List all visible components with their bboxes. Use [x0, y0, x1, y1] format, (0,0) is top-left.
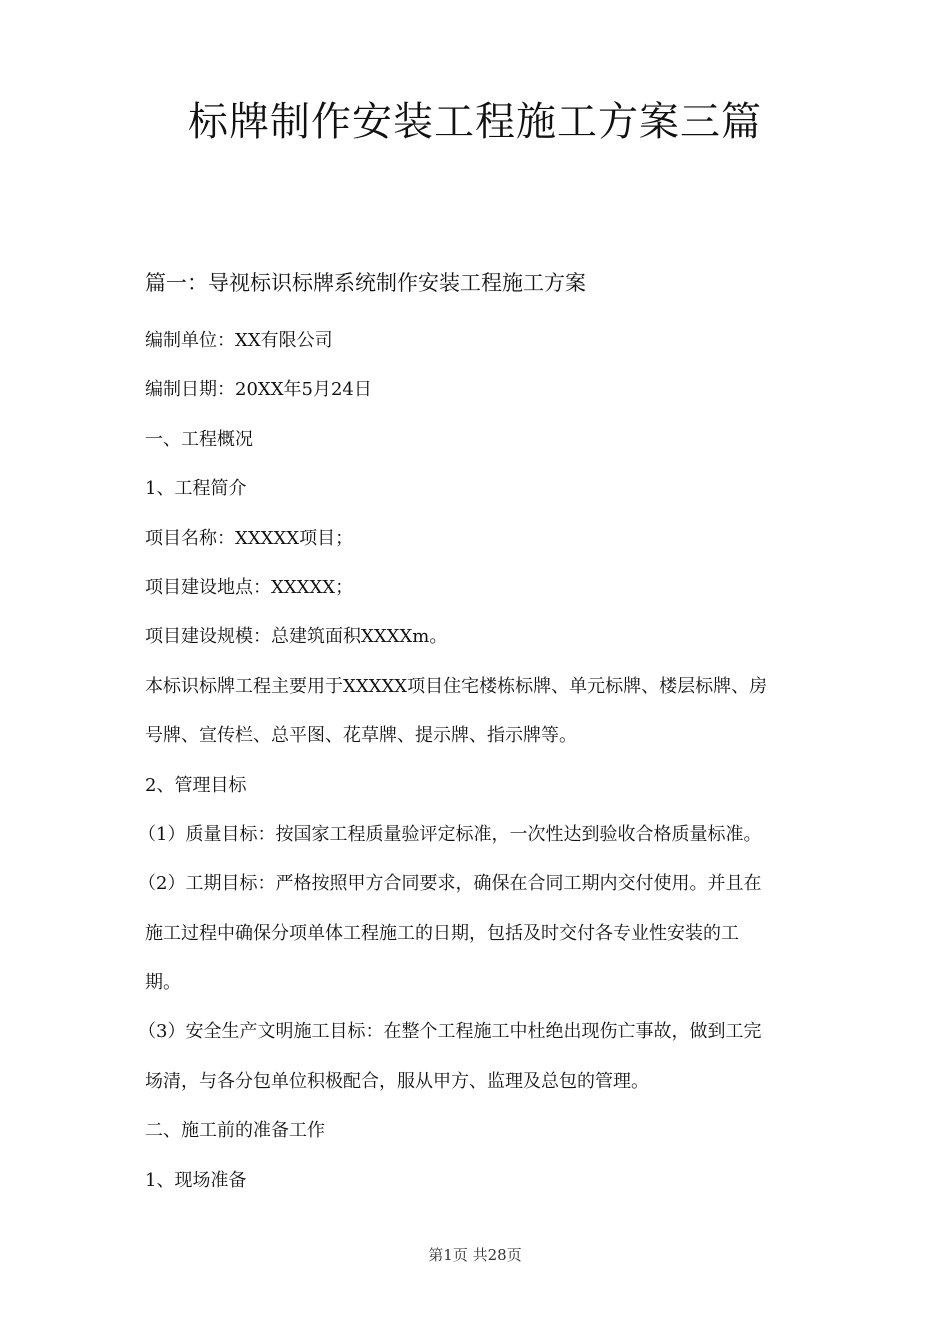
document-body	[138, 322, 810, 1211]
paragraph-line: 编制日期：20XX年5月24日	[145, 379, 372, 401]
paragraph-line: 2、管理目标	[145, 774, 247, 796]
paragraph-line: 1、现场准备	[145, 1169, 247, 1191]
paragraph-line: 一、工程概况	[145, 428, 253, 450]
paragraph-line: （1）质量目标：按国家工程质量验评定标准，一次性达到验收合格质量标准。	[138, 823, 762, 845]
paragraph-line: 本标识标牌工程主要用于XXXXX项目住宅楼栋标牌、单元标牌、楼层标牌、房	[145, 675, 768, 697]
paragraph-line: 号牌、宣传栏、总平图、花草牌、提示牌、指示牌等。	[145, 725, 577, 747]
paragraph-line: 编制单位：XX有限公司	[145, 330, 333, 351]
paragraph-line: 项目建设地点：XXXXX；	[145, 576, 354, 598]
paragraph-line: 项目名称：XXXXX项目；	[145, 527, 354, 549]
paragraph-line: 场清，与各分包单位积极配合，服从甲方、监理及总包的管理。	[145, 1070, 649, 1092]
paragraph-line: 二、施工前的准备工作	[145, 1120, 325, 1142]
paragraph-line: 1、工程简介	[145, 478, 247, 500]
paragraph-line: 施工过程中确保分项单体工程施工的日期，包括及时交付各专业性安装的工	[145, 922, 739, 944]
paragraph-line: （2）工期目标：严格按照甲方合同要求，确保在合同工期内交付使用。并且在	[138, 873, 762, 895]
paragraph-line: （3）安全生产文明施工目标：在整个工程施工中杜绝出现伤亡事故，做到工完	[138, 1021, 762, 1043]
paragraph-line: 项目建设规模：总建筑面积XXXXm。	[145, 626, 448, 648]
paragraph-line: 期。	[145, 972, 181, 994]
section-heading: 篇一：导视标识标牌系统制作安装工程施工方案	[145, 271, 586, 295]
page-footer: 第1页 共28页	[428, 1246, 522, 1264]
document-title: 标牌制作安装工程施工方案三篇	[188, 99, 762, 145]
